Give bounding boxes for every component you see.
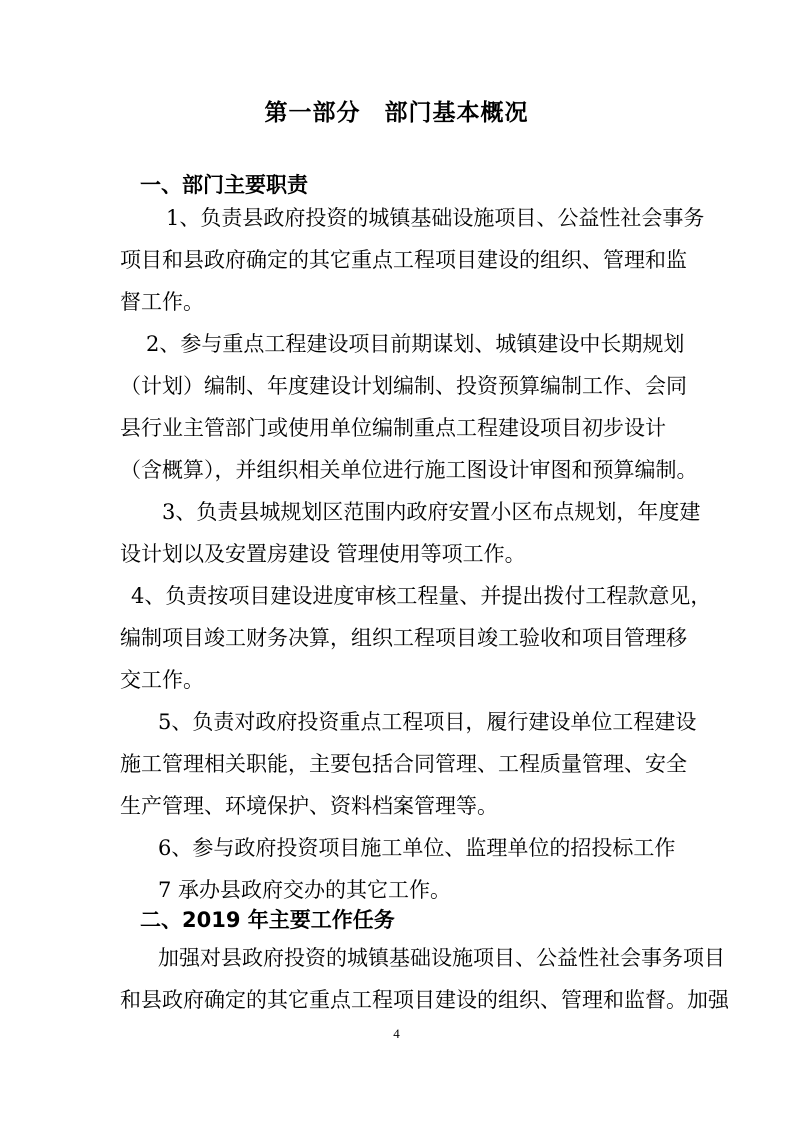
body-line: 设计划以及安置房建设 管理使用等项工作。 [120, 542, 526, 566]
body-line: 7 承办县政府交办的其它工作。 [158, 878, 452, 902]
body-line: 1、负责县政府投资的城镇基础设施项目、公益性社会事务 [166, 206, 705, 230]
body-line: 和县政府确定的其它重点工程项目建设的组织、管理和监督。加强 [120, 988, 729, 1012]
body-line: 5、负责对政府投资重点工程项目，履行建设单位工程建设 [158, 710, 697, 734]
body-line: （计划）编制、年度建设计划编制、投资预算编制工作、会同 [120, 374, 687, 398]
section-heading-tasks: 二、2019 年主要工作任务 [140, 908, 395, 932]
body-line: 督工作。 [120, 290, 204, 314]
section-heading-duties: 一、部门主要职责 [140, 173, 308, 197]
body-line: 2、参与重点工程建设项目前期谋划、城镇建设中长期规划 [146, 332, 685, 356]
body-line: （含概算），并组织相关单位进行施工图设计审图和预算编制。 [120, 458, 698, 482]
body-line: 3、负责县城规划区范围内政府安置小区布点规划，年度建 [162, 500, 701, 524]
page-title: 第一部分 部门基本概况 [264, 100, 529, 126]
page-number: 4 [393, 1026, 400, 1041]
body-line: 4、负责按项目建设进度审核工程量、并提出拨付工程款意见， [131, 584, 712, 608]
body-line: 县行业主管部门或使用单位编制重点工程建设项目初步设计 [120, 416, 666, 440]
body-line: 施工管理相关职能，主要包括合同管理、工程质量管理、安全 [120, 752, 687, 776]
body-line: 生产管理、环境保护、资料档案管理等。 [120, 794, 498, 818]
body-line: 交工作。 [120, 668, 204, 692]
body-line: 加强对县政府投资的城镇基础设施项目、公益性社会事务项目 [158, 946, 725, 970]
body-line: 6、参与政府投资项目施工单位、监理单位的招投标工作 [158, 836, 676, 860]
body-line: 项目和县政府确定的其它重点工程项目建设的组织、管理和监 [120, 248, 687, 272]
body-line: 编制项目竣工财务决算，组织工程项目竣工验收和项目管理移 [120, 626, 687, 650]
